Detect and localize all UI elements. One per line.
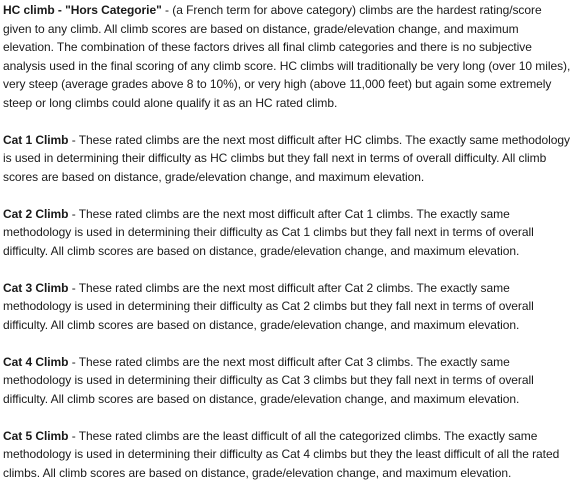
- paragraph-cat-5-climb: [3, 427, 571, 483]
- description-cat-1-climb: - These rated climbs are the next most difficult after HC climbs. The exactly same methodology is used in determining their difficulty as HC climbs but they fall next in terms of overall difficulty. All climb scores are based on distance, grade/elevation change, and maximum elevation.: [3, 132, 570, 184]
- description-cat-2-climb: - These rated climbs are the next most difficult after Cat 1 climbs. The exactly same methodology is used in determining their difficulty as Cat 1 climbs but they fall next in terms of overall difficulty. All climb scores are based on distance, grade/elevation change, and maximum elevation.: [3, 206, 534, 258]
- description-cat-5-climb: - These rated climbs are the least difficult of all the categorized climbs. The exactly same methodology is used in determining their difficulty as Cat 4 climbs but they the least difficult of all the rated climbs. All climb scores are based on distance, grade/elevation change, and maximum elevation.: [3, 428, 560, 480]
- paragraph-hc-climb: [3, 1, 571, 112]
- term-cat-3-climb: Cat 3 Climb: [3, 280, 69, 295]
- climb-category-document: [3, 1, 571, 501]
- description-cat-4-climb: - These rated climbs are the next most difficult after Cat 3 climbs. The exactly same methodology is used in determining their difficulty as Cat 3 climbs but they fall next in terms of overall difficulty. All climb scores are based on distance, grade/elevation change, and maximum elevation.: [3, 354, 534, 406]
- paragraph-cat-4-climb: [3, 353, 571, 409]
- term-cat-4-climb: Cat 4 Climb: [3, 354, 69, 369]
- term-cat-2-climb: Cat 2 Climb: [3, 206, 69, 221]
- term-cat-1-climb: Cat 1 Climb: [3, 132, 69, 147]
- term-cat-5-climb: Cat 5 Climb: [3, 428, 69, 443]
- term-hc-climb: HC climb - "Hors Categorie": [3, 3, 162, 17]
- description-cat-3-climb: - These rated climbs are the next most difficult after Cat 2 climbs. The exactly same methodology is used in determining their difficulty as Cat 2 climbs but they fall next in terms of overall difficulty. All climb scores are based on distance, grade/elevation change, and maximum elevation.: [3, 280, 534, 332]
- paragraph-cat-1-climb: [3, 131, 571, 187]
- paragraph-cat-2-climb: [3, 205, 571, 261]
- paragraph-cat-3-climb: [3, 279, 571, 335]
- description-hc-climb: - (a French term for above category) climbs are the hardest rating/score given to any climb. All climb scores are based on distance, grade/elevation change, and maximum elevation. The combination of these factors drives all final climb categories and there is no subjective analysis used in the final scoring of any climb score. HC climbs will traditionally be very long (over 10 miles), very steep (average grades above 8 to 10%), or very high (above 11,000 feet) but again some extremely steep or long climbs could alone qualify it as an HC rated climb.: [3, 3, 571, 110]
